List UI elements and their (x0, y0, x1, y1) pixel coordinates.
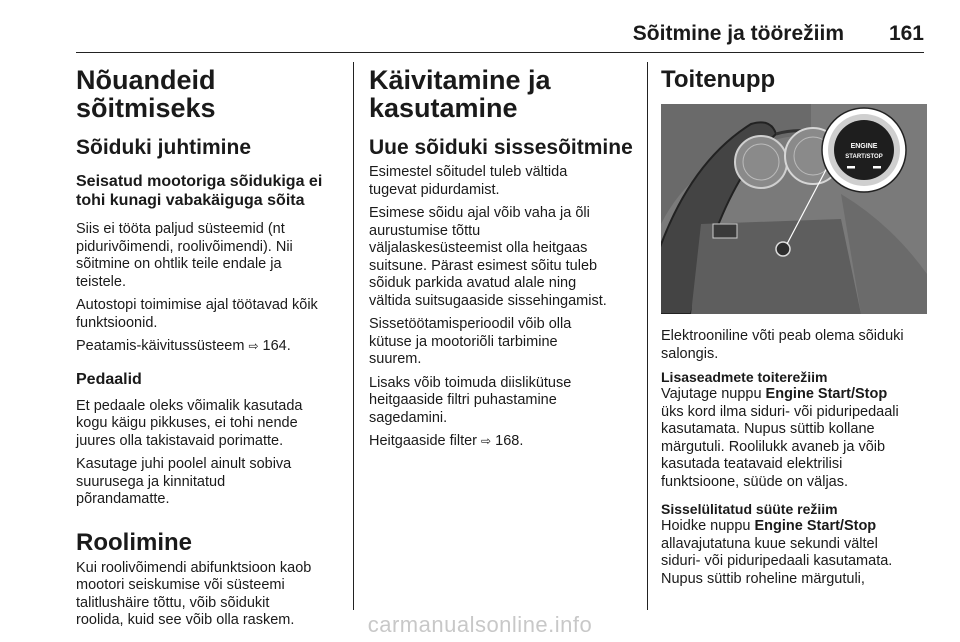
page-ref-icon: ⇨ (248, 339, 259, 353)
text-line: üks kord ilma siduri- või piduripedaali (661, 403, 899, 420)
text-line: siduri- või piduripedaali kasutamata. (661, 553, 893, 569)
column-2 (369, 62, 645, 451)
text-line: Kasutage juhi poolel ainult sobiva (76, 456, 292, 472)
reference-label: Heitgaaside filter (369, 433, 477, 449)
text-line: funktsioonid. (76, 314, 158, 331)
dashboard-drawing (661, 104, 927, 314)
text-line: Siis ei tööta paljud süsteemid (nt (76, 221, 285, 237)
paragraph (661, 518, 927, 588)
text-line: heitgaaside filtri puhastamine (369, 392, 557, 408)
text-line: sõitmine on ohtlik teile endale ja (76, 256, 282, 272)
text-line: aurustumise tõttu (369, 222, 481, 239)
text-line: Lisaks võib toimuda diislikütuse (369, 374, 572, 391)
topic-heading (76, 172, 352, 210)
text-line: väljalaskesüsteemist olla heitgaas (369, 240, 588, 256)
paragraph (76, 398, 352, 451)
paragraph (369, 164, 645, 199)
section-heading: Toitenupp (661, 66, 776, 93)
text-line: pidurivõimendi, roolivõimendi). Nii (76, 238, 293, 255)
button-name: Engine Start/Stop (765, 386, 888, 402)
running-title: Sõitmine ja töörežiim (632, 22, 844, 45)
column-3 (661, 62, 927, 588)
text-line (661, 386, 927, 404)
header-rule (76, 52, 924, 53)
topic-heading: Pedaalid (76, 370, 142, 388)
column-1 (76, 62, 352, 630)
paragraph (369, 375, 645, 428)
mode-heading: Lisaseadmete toiterežiim (661, 369, 828, 385)
text-line: sõiduk parkida avatud alale ning (369, 275, 577, 291)
watermark: carmanualsonline.info (367, 612, 593, 637)
text-fragment: Vajutage nuppu (661, 386, 766, 402)
text-line: Kui roolivõimendi abifunktsioon kaob (76, 559, 312, 576)
paragraph (661, 328, 927, 363)
text-line: märgutuli. Roolilukk avaneb ja võib (661, 438, 886, 455)
button-name: Engine Start/Stop (754, 518, 877, 534)
heading-line: tohi kunagi vabakäiguga sõita (76, 192, 305, 209)
text-line: Esimese sõidu ajal võib vaha ja õli (369, 205, 590, 221)
paragraph (661, 386, 927, 491)
cross-reference[interactable] (76, 338, 352, 356)
text-line: suitsune. Pärast esimest sõitu tuleb (369, 257, 598, 274)
text-line: suurusega ja kinnitatud (76, 473, 226, 490)
text-line: salongis. (661, 345, 719, 362)
text-line: Elektrooniline võti peab olema sõiduki (661, 328, 904, 344)
subsection-heading: Uue sõiduki sissesõitmine (369, 136, 633, 159)
column-divider (353, 62, 354, 610)
mode-heading: Sisselülitatud süüte režiim (661, 501, 838, 517)
paragraph (76, 456, 352, 509)
text-line: Autostopi toimimise ajal töötavad kõik (76, 297, 318, 313)
paragraph (76, 221, 352, 291)
text-line: kasutamata. Nupus süttib kollane (661, 421, 875, 437)
paragraph (76, 297, 352, 332)
text-line: Esimestel sõitudel tuleb vältida (369, 164, 568, 180)
text-line: roolida, kuid see võib olla raskem. (76, 612, 295, 628)
text-line: Et pedaale oleks võimalik kasutada (76, 397, 303, 414)
text-line: teistele. (76, 273, 126, 290)
text-line: kasutada teatavaid elektrilisi (661, 456, 843, 472)
heading-line: kasutamine (369, 93, 518, 123)
text-line: allavajutatuna kuue sekundi vältel (661, 535, 878, 552)
text-line: sagedamini. (369, 409, 448, 426)
text-line: kogu käigu pikkuses, ei tohi nende (76, 415, 298, 431)
text-line (661, 518, 927, 536)
section-heading: Roolimine (76, 528, 193, 556)
start-stop-label: START/STOP (845, 154, 883, 160)
text-line: talitlushäire tõttu, võib sõidukit (76, 594, 270, 611)
column-divider (647, 62, 648, 610)
reference-label: Peatamis-käivitussüsteem (76, 338, 245, 354)
section-heading: Nõuandeid sõitmiseks (76, 65, 216, 123)
engine-label: ENGINE (850, 143, 878, 150)
paragraph (369, 316, 645, 369)
page-ref-icon: ⇨ (481, 434, 492, 448)
text-line: juures olla takistavaid porimatte. (76, 432, 284, 449)
text-line: kütuse ja mootoriõli tarbimine (369, 333, 558, 350)
text-line: mootori seiskumise või süsteemi (76, 577, 285, 593)
reference-page: 168. (495, 433, 524, 449)
reference-page: 164. (262, 338, 291, 354)
page-number: 161 (888, 22, 924, 45)
page-header (76, 0, 924, 54)
text-line: tugevat pidurdamist. (369, 181, 500, 198)
paragraph (369, 205, 645, 310)
text-line: vältida suitsugaaside sissehingamist. (369, 292, 607, 309)
heading-line: Seisatud mootoriga sõidukiga ei (76, 173, 323, 190)
heading-line: Käivitamine ja (369, 65, 551, 95)
text-line: Nupus süttib roheline märgutuli, (661, 570, 865, 587)
subsection-heading: Sõiduki juhtimine (76, 136, 252, 159)
text-line: suurem. (369, 351, 422, 367)
text-line: Sissetöötamisperioodil võib olla (369, 316, 572, 332)
text-line: põrandamatte. (76, 491, 170, 507)
text-line: funktsioone, süüde on väljas. (661, 473, 849, 490)
dashboard-illustration (661, 104, 927, 314)
text-fragment: Hoidke nuppu (661, 518, 755, 534)
cross-reference[interactable] (369, 433, 645, 451)
section-heading (369, 66, 645, 122)
